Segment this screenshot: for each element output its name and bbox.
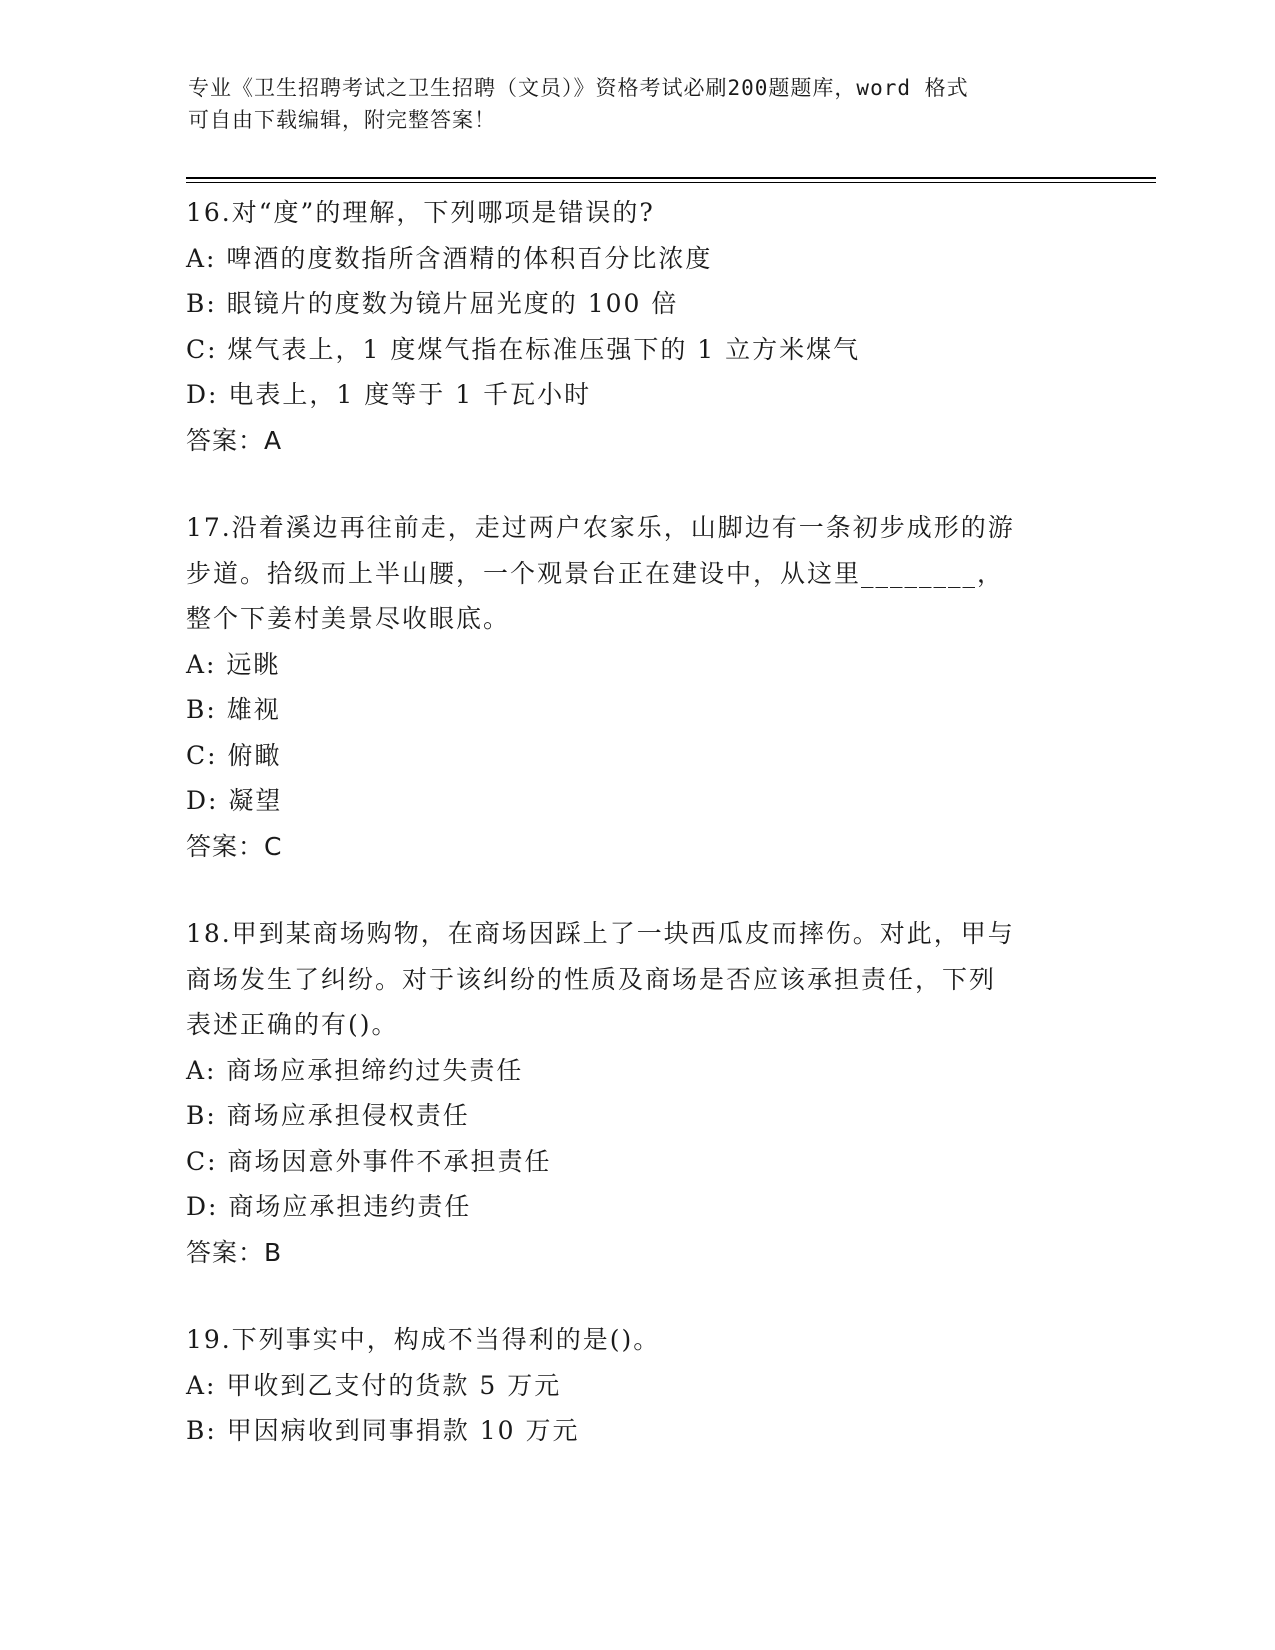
option-d: D: 商场应承担违约责任	[186, 1192, 472, 1221]
stem-line: 表述正确的有()。	[186, 1010, 399, 1039]
document-header	[188, 72, 1088, 136]
option-a: A: 甲收到乙支付的货款 5 万元	[186, 1370, 562, 1400]
question-stem	[186, 911, 1086, 1048]
stem-line: 步道。拾级而上半山腰，一个观景台正在建设中，从这里________，	[186, 558, 1005, 588]
option-c: C: 俯瞰	[186, 740, 282, 770]
question-18	[186, 911, 1086, 1275]
answer-line: 答案：B	[186, 1237, 283, 1267]
answer-line: 答案：C	[186, 831, 283, 861]
stem-line: 16.对“度”的理解，下列哪项是错误的?	[186, 198, 655, 227]
option-c: C: 煤气表上，1 度煤气指在标准压强下的 1 立方米煤气	[186, 334, 861, 364]
question-19	[186, 1317, 1086, 1454]
question-stem	[186, 1317, 1086, 1363]
option-a: A: 远眺	[186, 649, 281, 679]
header-line-2: 可自由下载编辑，附完整答案！	[188, 108, 496, 132]
question-list	[186, 190, 1086, 1496]
question-17	[186, 505, 1086, 869]
option-b: B: 眼镜片的度数为镜片屈光度的 100 倍	[186, 289, 679, 318]
option-d: D: 电表上，1 度等于 1 千瓦小时	[186, 380, 592, 409]
answer-line: 答案：A	[186, 425, 283, 455]
stem-line: 19.下列事实中，构成不当得利的是()。	[186, 1325, 661, 1354]
option-c: C: 商场因意外事件不承担责任	[186, 1146, 552, 1176]
question-stem	[186, 505, 1086, 642]
header-divider-thick	[186, 177, 1156, 179]
option-b: B: 雄视	[186, 695, 281, 724]
option-b: B: 商场应承担侵权责任	[186, 1101, 470, 1130]
header-divider-thin	[186, 182, 1156, 183]
option-b: B: 甲因病收到同事捐款 10 万元	[186, 1416, 580, 1445]
stem-line: 18.甲到某商场购物，在商场因踩上了一块西瓜皮而摔伤。对此，甲与	[186, 919, 1015, 948]
stem-line: 商场发生了纠纷。对于该纠纷的性质及商场是否应该承担责任，下列	[186, 964, 997, 994]
option-a: A: 啤酒的度数指所含酒精的体积百分比浓度	[186, 243, 713, 273]
stem-line: 17.沿着溪边再往前走，走过两户农家乐，山脚边有一条初步成形的游	[186, 513, 1015, 542]
stem-line: 整个下姜村美景尽收眼底。	[186, 604, 511, 633]
header-line-1: 专业《卫生招聘考试之卫生招聘（文员）》资格考试必刷200题题库，word 格式	[188, 76, 969, 100]
question-16	[186, 190, 1086, 463]
question-stem	[186, 190, 1086, 236]
option-d: D: 凝望	[186, 786, 283, 815]
option-a: A: 商场应承担缔约过失责任	[186, 1055, 524, 1085]
